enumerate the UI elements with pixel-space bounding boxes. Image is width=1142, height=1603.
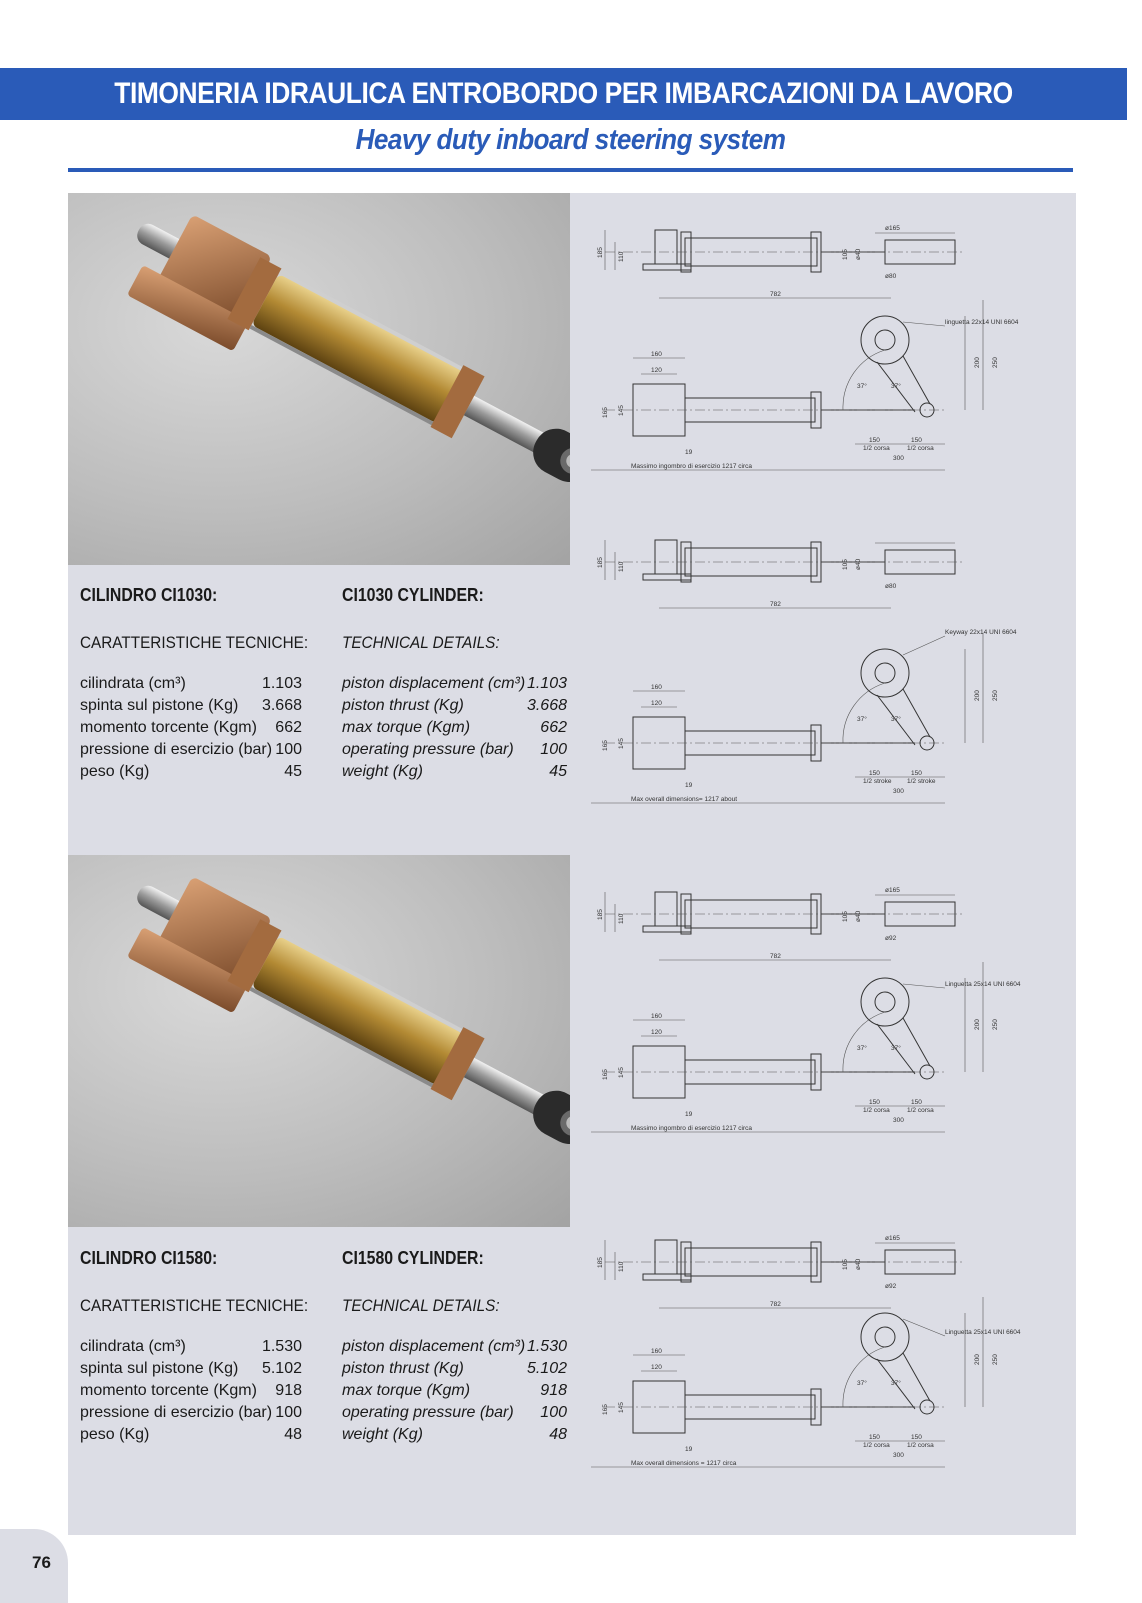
hydraulic-cylinder-image bbox=[68, 193, 570, 565]
dim-label: 782 bbox=[770, 1301, 781, 1308]
swing-arc bbox=[843, 1347, 885, 1407]
spec-label-en: operating pressure (bar) bbox=[342, 1404, 514, 1421]
spec-row bbox=[342, 739, 567, 761]
spec-row bbox=[342, 695, 567, 717]
mount-block bbox=[655, 230, 677, 264]
dim-label: ø165 bbox=[885, 225, 900, 232]
technical-drawing bbox=[585, 874, 1075, 1174]
spec-value: 918 bbox=[540, 1382, 567, 1399]
mount-block bbox=[655, 1240, 677, 1274]
spec-row bbox=[80, 1402, 302, 1424]
dim-label: 1/2 corsa bbox=[863, 1107, 890, 1114]
spec-subtitle-it: CARATTERISTICHE TECNICHE: bbox=[80, 1296, 309, 1315]
dim-label: ø40 bbox=[855, 558, 862, 570]
spec-value: 45 bbox=[549, 763, 567, 780]
dim-label: 37° bbox=[891, 383, 901, 390]
spec-label-en: piston displacement (cm³) bbox=[342, 1338, 526, 1355]
page-number-tab bbox=[0, 1529, 68, 1603]
spec-label-it: spinta sul pistone (Kg) bbox=[80, 697, 239, 714]
dim-label: 160 bbox=[651, 1013, 662, 1020]
dim-label: 165 bbox=[602, 1069, 609, 1080]
dim-label: ø165 bbox=[885, 1235, 900, 1242]
spec-label-it: spinta sul pistone (Kg) bbox=[80, 1360, 239, 1377]
dim-label: 150 bbox=[911, 1099, 922, 1106]
spec-label-en: operating pressure (bar) bbox=[342, 741, 514, 758]
spec-row bbox=[342, 673, 567, 695]
key-label: Linguetta 25x14 UNI 6604 bbox=[945, 981, 1021, 988]
dim-label: 185 bbox=[597, 557, 604, 568]
spec-value: 3.668 bbox=[526, 697, 567, 714]
dim-label: 145 bbox=[618, 738, 625, 749]
drawing-svg bbox=[585, 522, 1075, 857]
spec-value: 662 bbox=[540, 719, 567, 736]
dim-label: 200 bbox=[974, 690, 981, 701]
spec-label-en: piston displacement (cm³) bbox=[342, 675, 526, 692]
dim-label: 19 bbox=[685, 1111, 693, 1118]
spec-row bbox=[342, 1380, 567, 1402]
dim-label: 160 bbox=[651, 351, 662, 358]
leader-line bbox=[903, 322, 945, 326]
dim-label: 37° bbox=[857, 1380, 867, 1387]
spec-label-en: weight (Kg) bbox=[342, 1426, 423, 1443]
spec-label-it: momento torcente (Kgm) bbox=[80, 1382, 257, 1399]
spec-value: 100 bbox=[540, 1404, 567, 1421]
spec-label-en: max torque (Kgm) bbox=[342, 1382, 471, 1399]
dim-label: 300 bbox=[893, 455, 904, 462]
technical-drawing bbox=[585, 212, 1075, 512]
spec-row bbox=[80, 1336, 302, 1358]
spec-value: 1.530 bbox=[526, 1338, 567, 1355]
dim-label: ø92 bbox=[885, 1283, 897, 1290]
mount-base bbox=[643, 1274, 691, 1280]
mount-base bbox=[643, 264, 691, 270]
tiller-arm bbox=[903, 1018, 930, 1066]
dim-label: 150 bbox=[869, 770, 880, 777]
dim-label: ø92 bbox=[885, 935, 897, 942]
dim-label: ø80 bbox=[885, 583, 897, 590]
dim-label: 150 bbox=[869, 1434, 880, 1441]
dim-label: 150 bbox=[869, 1099, 880, 1106]
spec-label-it: pressione di esercizio (bar) bbox=[80, 1404, 273, 1421]
spec-label-it: peso (Kg) bbox=[80, 1426, 150, 1443]
spec-subtitle-en: TECHNICAL DETAILS: bbox=[342, 1296, 500, 1315]
spec-value: 918 bbox=[275, 1382, 302, 1399]
tiller-arm bbox=[903, 689, 930, 737]
spec-value: 1.103 bbox=[261, 675, 302, 692]
dim-label: 1/2 corsa bbox=[863, 1442, 890, 1449]
spec-label-en: weight (Kg) bbox=[342, 763, 423, 780]
dim-label: 105 bbox=[842, 559, 849, 570]
dim-label: 165 bbox=[602, 407, 609, 418]
spec-value: 662 bbox=[275, 719, 302, 736]
dim-label: 19 bbox=[685, 782, 693, 789]
spec-row bbox=[342, 1402, 567, 1424]
key-label: linguetta 22x14 UNI 6604 bbox=[945, 319, 1019, 326]
dim-label: 37° bbox=[891, 1045, 901, 1052]
tiller-hub bbox=[861, 1313, 909, 1361]
spec-value: 48 bbox=[549, 1426, 567, 1443]
dim-label: 145 bbox=[618, 1402, 625, 1413]
dim-label: 37° bbox=[857, 383, 867, 390]
overall-label: Max overall dimensions = 1217 circa bbox=[631, 1460, 737, 1467]
spec-row bbox=[80, 761, 302, 783]
dim-label: 105 bbox=[842, 249, 849, 260]
dim-label: 110 bbox=[618, 561, 625, 572]
spec-label-it: peso (Kg) bbox=[80, 763, 150, 780]
dim-label: 185 bbox=[597, 1257, 604, 1268]
header-rule bbox=[68, 168, 1073, 172]
dim-label: 37° bbox=[857, 716, 867, 723]
dim-label: ø80 bbox=[885, 273, 897, 280]
dim-label: 250 bbox=[992, 357, 999, 368]
swing-arc bbox=[843, 1012, 885, 1072]
tiller-hub bbox=[861, 978, 909, 1026]
dim-label: ø165 bbox=[885, 887, 900, 894]
spec-label-it: pressione di esercizio (bar) bbox=[80, 741, 273, 758]
dim-label: 150 bbox=[911, 770, 922, 777]
spec-row bbox=[342, 761, 567, 783]
spec-value: 1.103 bbox=[526, 675, 567, 692]
spec-subtitle-en: TECHNICAL DETAILS: bbox=[342, 633, 500, 652]
dim-label: 150 bbox=[911, 1434, 922, 1441]
dim-label: 105 bbox=[842, 1259, 849, 1270]
dim-label: ø40 bbox=[855, 248, 862, 260]
tiller-hub bbox=[861, 649, 909, 697]
page-number: 76 bbox=[32, 1553, 51, 1572]
drawing-svg bbox=[585, 874, 1075, 1174]
spec-label-it: cilindrata (cm³) bbox=[80, 1338, 186, 1355]
leader-line bbox=[903, 984, 945, 988]
dim-label: 250 bbox=[992, 1019, 999, 1030]
dim-label: 185 bbox=[597, 909, 604, 920]
key-label: Linguetta 25x14 UNI 6604 bbox=[945, 1329, 1021, 1336]
drawing-svg bbox=[585, 212, 1075, 512]
leader-line bbox=[903, 636, 945, 655]
dim-label: 165 bbox=[602, 1404, 609, 1415]
dim-label: 37° bbox=[891, 716, 901, 723]
dim-label: 145 bbox=[618, 1067, 625, 1078]
tiller-bore bbox=[875, 330, 895, 350]
dim-label: 110 bbox=[618, 1261, 625, 1272]
dim-label: ø40 bbox=[855, 910, 862, 922]
mount-base bbox=[643, 574, 691, 580]
spec-value: 100 bbox=[275, 1404, 302, 1421]
spec-subtitle-it: CARATTERISTICHE TECNICHE: bbox=[80, 633, 309, 652]
swing-arc bbox=[843, 683, 885, 743]
dim-label: ø40 bbox=[855, 1258, 862, 1270]
dim-label: 250 bbox=[992, 1354, 999, 1365]
dim-label: 185 bbox=[597, 247, 604, 258]
spec-label-en: piston thrust (Kg) bbox=[342, 697, 464, 714]
spec-title-en: CI1030 CYLINDER: bbox=[342, 585, 484, 605]
spec-value: 5.102 bbox=[526, 1360, 567, 1377]
overall-label: Massimo ingombro di esercizio 1217 circa bbox=[631, 1125, 753, 1132]
spec-block-ci1030 bbox=[80, 585, 570, 795]
mount-block bbox=[655, 892, 677, 926]
dim-label: 160 bbox=[651, 684, 662, 691]
page-subtitle: Heavy duty inboard steering system bbox=[355, 124, 786, 156]
spec-value: 100 bbox=[540, 741, 567, 758]
dim-label: 120 bbox=[651, 367, 662, 374]
key-label: Keyway 22x14 UNI 6604 bbox=[945, 629, 1017, 636]
spec-row bbox=[80, 1380, 302, 1402]
spec-block-ci1580 bbox=[80, 1248, 570, 1458]
spec-value: 1.530 bbox=[261, 1338, 302, 1355]
dim-label: 37° bbox=[857, 1045, 867, 1052]
technical-drawing bbox=[585, 522, 1075, 857]
cylinder-photo-2 bbox=[68, 855, 570, 1227]
drawing-svg bbox=[585, 1222, 1075, 1502]
dim-label: 1/2 stroke bbox=[907, 778, 936, 785]
dim-label: 250 bbox=[992, 690, 999, 701]
dim-label: 120 bbox=[651, 700, 662, 707]
dim-label: 200 bbox=[974, 1354, 981, 1365]
title-banner bbox=[0, 68, 1127, 120]
tiller-arm bbox=[903, 1353, 930, 1401]
spec-row bbox=[80, 1424, 302, 1446]
dim-label: 37° bbox=[891, 1380, 901, 1387]
page-title: TIMONERIA IDRAULICA ENTROBORDO PER IMBARCAZIONI DA LAVORO bbox=[114, 77, 1013, 110]
technical-drawing bbox=[585, 1222, 1075, 1502]
spec-title-it: CILINDRO CI1030: bbox=[80, 585, 218, 605]
spec-value: 5.102 bbox=[261, 1360, 302, 1377]
tiller-bore bbox=[875, 1327, 895, 1347]
dim-label: 1/2 corsa bbox=[907, 1107, 934, 1114]
dim-label: 782 bbox=[770, 601, 781, 608]
spec-row bbox=[80, 695, 302, 717]
spec-row bbox=[342, 1336, 567, 1358]
dim-label: 300 bbox=[893, 788, 904, 795]
hydraulic-cylinder-image bbox=[68, 855, 570, 1227]
spec-row bbox=[80, 739, 302, 761]
overall-label: Max overall dimensions= 1217 about bbox=[631, 796, 738, 803]
spec-row bbox=[342, 1424, 567, 1446]
dim-label: 200 bbox=[974, 357, 981, 368]
dim-label: 160 bbox=[651, 1348, 662, 1355]
mount-base bbox=[643, 926, 691, 932]
dim-label: 200 bbox=[974, 1019, 981, 1030]
spec-label-en: piston thrust (Kg) bbox=[342, 1360, 464, 1377]
spec-label-it: momento torcente (Kgm) bbox=[80, 719, 257, 736]
dim-label: 120 bbox=[651, 1364, 662, 1371]
swing-arc bbox=[843, 350, 885, 410]
tiller-bore bbox=[875, 992, 895, 1012]
spec-label-it: cilindrata (cm³) bbox=[80, 675, 186, 692]
tiller-hub bbox=[861, 316, 909, 364]
dim-label: 110 bbox=[618, 913, 625, 924]
dim-label: 1/2 stroke bbox=[863, 778, 892, 785]
tiller-arm bbox=[903, 356, 930, 404]
dim-label: 19 bbox=[685, 1446, 693, 1453]
dim-label: 165 bbox=[602, 740, 609, 751]
leader-line bbox=[903, 1319, 945, 1336]
spec-value: 3.668 bbox=[261, 697, 302, 714]
spec-label-en: max torque (Kgm) bbox=[342, 719, 471, 736]
dim-label: 120 bbox=[651, 1029, 662, 1036]
overall-label: Massimo ingombro di esercizio 1217 circa bbox=[631, 463, 753, 470]
dim-label: 782 bbox=[770, 291, 781, 298]
dim-label: 782 bbox=[770, 953, 781, 960]
spec-value: 48 bbox=[284, 1426, 302, 1443]
spec-row bbox=[80, 717, 302, 739]
spec-row bbox=[342, 1358, 567, 1380]
dim-label: 1/2 corsa bbox=[907, 445, 934, 452]
dim-label: 1/2 corsa bbox=[907, 1442, 934, 1449]
spec-value: 45 bbox=[284, 763, 302, 780]
mount-block bbox=[655, 540, 677, 574]
dim-label: 19 bbox=[685, 449, 693, 456]
spec-row bbox=[80, 1358, 302, 1380]
spec-row bbox=[80, 673, 302, 695]
spec-row bbox=[342, 717, 567, 739]
dim-label: 150 bbox=[869, 437, 880, 444]
dim-label: 300 bbox=[893, 1452, 904, 1459]
dim-label: 1/2 corsa bbox=[863, 445, 890, 452]
cylinder-photo bbox=[68, 193, 570, 565]
spec-value: 100 bbox=[275, 741, 302, 758]
dim-label: 110 bbox=[618, 251, 625, 262]
dim-label: 105 bbox=[842, 911, 849, 922]
dim-label: 300 bbox=[893, 1117, 904, 1124]
tiller-bore bbox=[875, 663, 895, 683]
spec-title-en: CI1580 CYLINDER: bbox=[342, 1248, 484, 1268]
dim-label: 150 bbox=[911, 437, 922, 444]
dim-label: 145 bbox=[618, 405, 625, 416]
spec-title-it: CILINDRO CI1580: bbox=[80, 1248, 218, 1268]
